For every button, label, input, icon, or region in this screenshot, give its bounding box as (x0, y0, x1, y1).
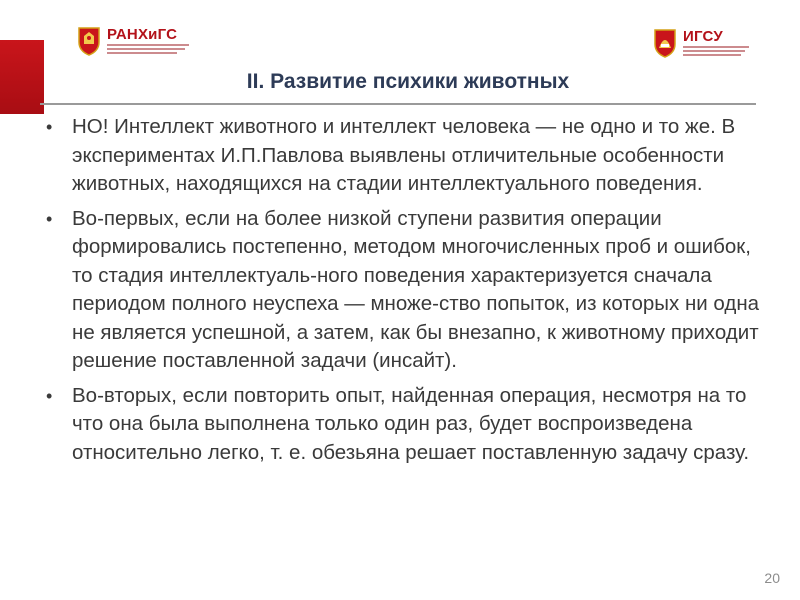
ranepa-logo-subtext (107, 44, 189, 54)
title-divider (40, 103, 756, 105)
ranepa-logo (76, 22, 186, 58)
bullet-marker: • (46, 117, 53, 137)
page-number: 20 (764, 570, 780, 586)
igsu-logo-subtext (683, 46, 749, 56)
bullet-text: Во-вторых, если повторить опыт, найденная операция, несмотря на то что она была выполнена только один раз, будет воспроизведена относительно легко, т. е. обезьяна решает поставленную задачу сразу. (72, 383, 750, 464)
bullet-item (40, 205, 770, 376)
ranepa-logo-text: РАНХиГС (107, 25, 178, 43)
igsu-emblem-icon (652, 26, 678, 58)
bullet-item (40, 113, 770, 199)
bullet-marker: • (46, 208, 53, 229)
bullet-list (40, 113, 770, 473)
bullet-item (40, 382, 770, 468)
igsu-logo (652, 24, 756, 60)
ranepa-emblem-icon (76, 24, 102, 56)
bullet-text: Во-первых, если на более низкой ступени развития операции формировались постепенно, методом многочисленных проб и ошибок, то стадия интеллектуаль-ного поведения характеризуется сначала периодом полного неуспеха — множе-ство попыток, из которых ни одна не является успешной, а затем, как бы внезапно, к животному приходит решение поставленной задачи (инсайт). (72, 206, 760, 372)
bullet-marker: • (46, 385, 53, 406)
red-accent-bar (0, 40, 44, 114)
igsu-logo-text: ИГСУ (683, 27, 723, 45)
slide-title: II. Развитие психики животных (246, 70, 570, 93)
bullet-text: НО! Интеллект животного и интеллект человека — не одно и то же. В экспериментах И.П.Павлова выявлены отличительные особенности животных, находящихся на стадии интеллектуального поведения. (72, 115, 736, 195)
